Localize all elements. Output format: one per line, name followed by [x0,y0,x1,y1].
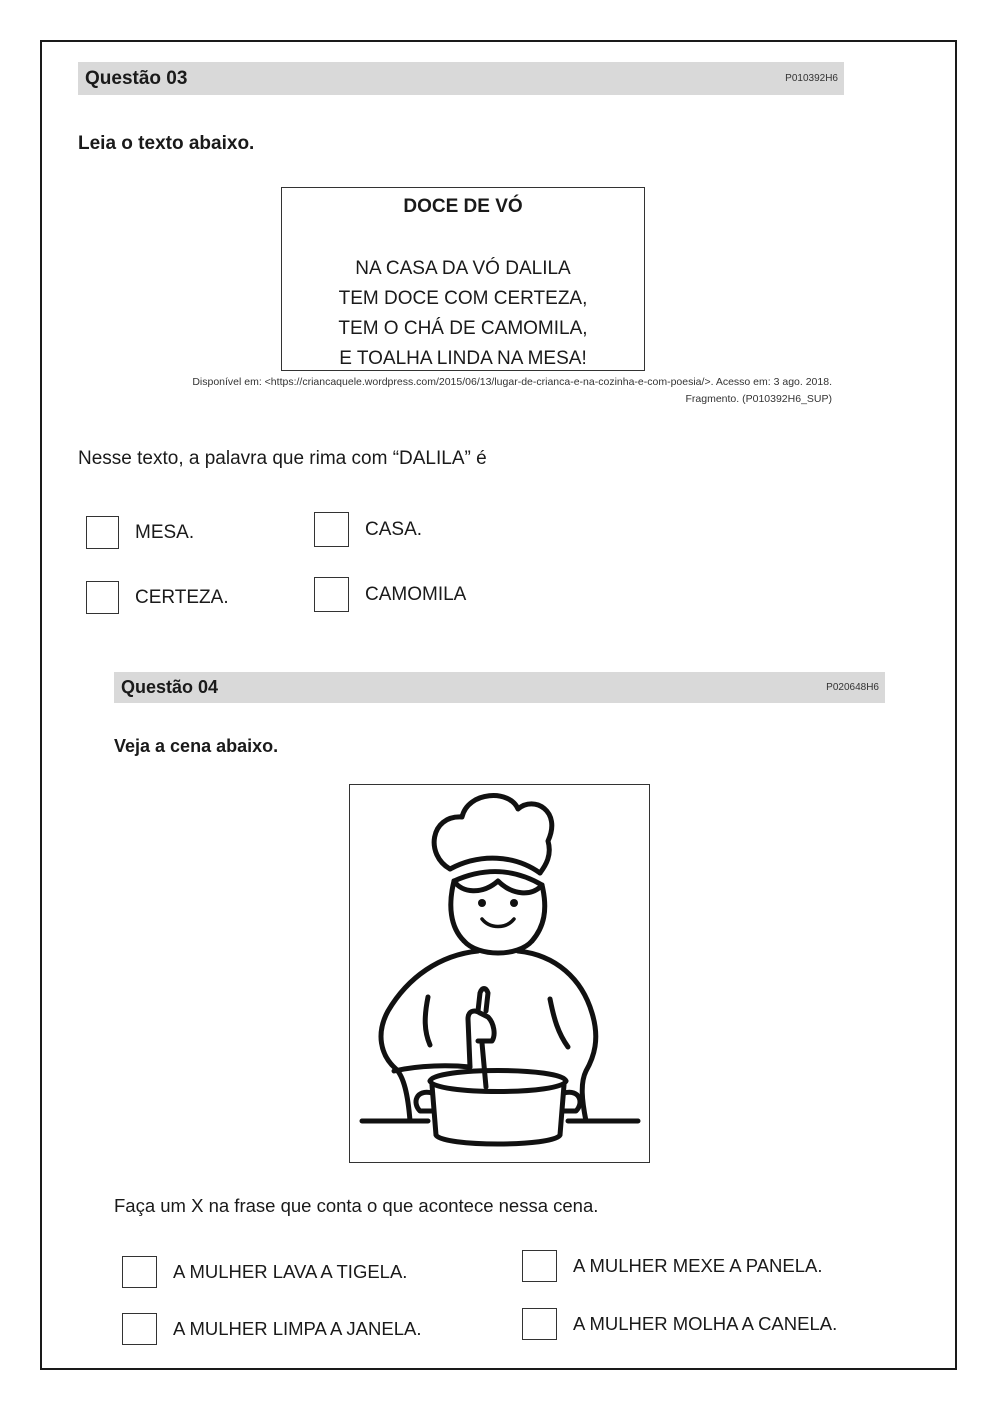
poem-lines [282,254,644,374]
question-03-code: P010392H6 [785,73,838,84]
poem-line: NA CASA DA VÓ DALILA [355,258,571,279]
question-03-header [78,62,844,95]
checkbox[interactable] [522,1308,557,1340]
poem-line: E TOALHA LINDA NA MESA! [339,348,587,369]
option-label: A MULHER MOLHA A CANELA. [573,1313,838,1334]
option-label: CASA. [365,518,423,540]
cook-illustration [349,784,650,1163]
option-label: A MULHER LAVA A TIGELA. [173,1261,408,1282]
poem-box [281,187,645,371]
checkbox[interactable] [522,1250,557,1282]
question-04-prompt: Faça um X na frase que conta o que acontece nessa cena. [114,1195,599,1216]
option-label: CERTEZA. [135,586,229,608]
source-citation: Disponível em: <https://criancaquele.wordpress.com/2015/06/13/lugar-de-crianca-e-na-cozinha-e-com-poesia/>. Acesso em: 3 ago. 2018. [192,376,832,388]
q3-option-casa[interactable] [314,512,422,547]
question-04-instruction: Veja a cena abaixo. [114,736,279,756]
question-03-prompt: Nesse texto, a palavra que rima com “DALILA” é [78,448,487,469]
poem-title: DOCE DE VÓ [403,196,523,217]
option-label: A MULHER LIMPA A JANELA. [173,1318,422,1339]
question-03-title: Questão 03 [85,68,188,89]
question-04-title: Questão 04 [121,677,219,697]
q3-option-camomila[interactable] [314,577,466,612]
cook-stirring-pot-illustration [350,785,648,1161]
question-04-header [114,672,885,703]
checkbox[interactable] [86,581,119,614]
checkbox[interactable] [122,1256,157,1288]
q4-option-molha-canela[interactable] [522,1308,837,1340]
q3-option-mesa[interactable] [86,516,194,549]
question-03-instruction: Leia o texto abaixo. [78,133,255,154]
checkbox[interactable] [314,512,349,547]
poem-line: TEM O CHÁ DE CAMOMILA, [338,318,588,339]
option-label: CAMOMILA [365,583,467,605]
option-label: MESA. [135,521,195,543]
checkbox[interactable] [314,577,349,612]
q4-option-mexe-panela[interactable] [522,1250,823,1282]
poem-line: TEM DOCE COM CERTEZA, [338,288,588,309]
q4-option-limpa-janela[interactable] [122,1313,421,1345]
checkbox[interactable] [122,1313,157,1345]
q4-option-lava-tigela[interactable] [122,1256,407,1288]
checkbox[interactable] [86,516,119,549]
question-04-code: P020648H6 [826,682,879,693]
source-fragment: Fragmento. (P010392H6_SUP) [685,393,832,405]
option-label: A MULHER MEXE A PANELA. [573,1255,823,1276]
q3-option-certeza[interactable] [86,581,229,614]
